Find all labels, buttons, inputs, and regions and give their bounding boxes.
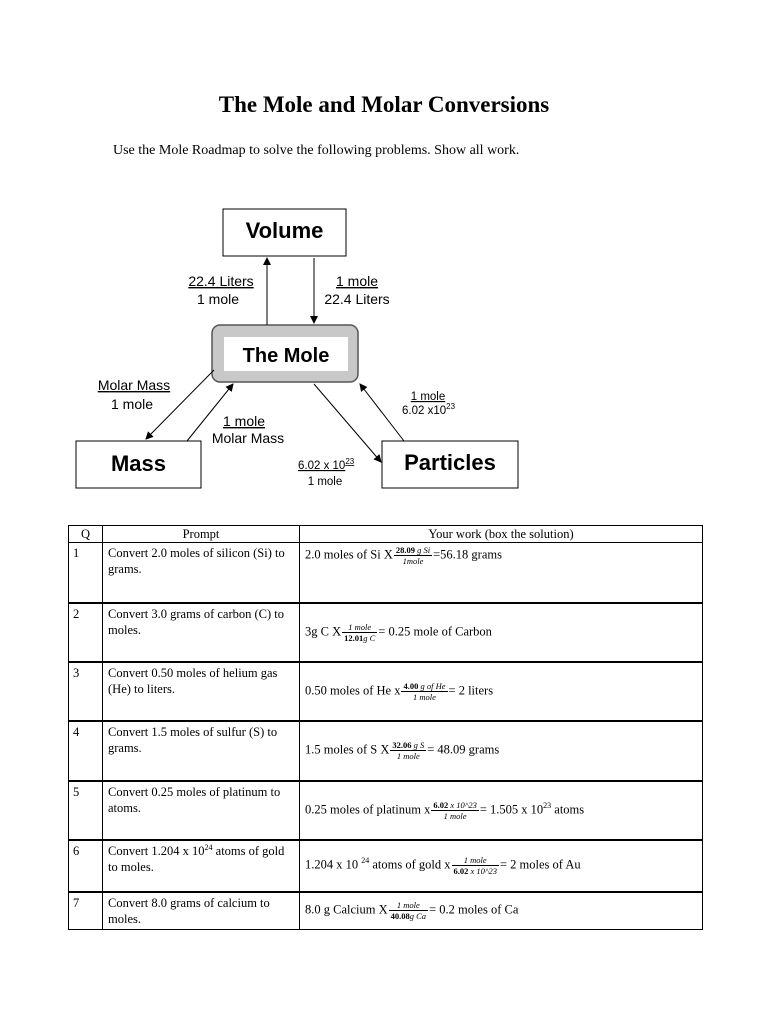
instructions: Use the Mole Roadmap to solve the following problems. Show all work. [113, 143, 520, 158]
work-result: = 0.2 moles of Ca [429, 902, 519, 917]
mole-label: The Mole [242, 345, 330, 367]
mass-label: Mass [110, 451, 167, 476]
fraction-numerator: 1 mole [452, 855, 499, 866]
work-table [68, 525, 703, 930]
fraction-denominator: 12.01g C [344, 632, 376, 643]
work-result: = 2 moles of Au [499, 857, 581, 872]
work-result-base: = 1.505 x 10 [479, 801, 544, 816]
prompt-text: Convert 8.0 grams of calcium to moles. [108, 895, 270, 926]
prompt-cell [103, 662, 300, 721]
mole-to-particles-bottom: 1 mole [307, 476, 343, 488]
question-number: 6 [69, 840, 103, 892]
question-number: 3 [69, 662, 103, 721]
mole-to-mass-bottom: 1 mole [110, 396, 154, 412]
work-result: atoms [551, 801, 585, 816]
fraction-numerator: 32.06 g S [392, 740, 425, 750]
particles-to-mole-top: 1 mole [410, 391, 446, 403]
work-prefix-base: 1.204 x 10 [305, 857, 362, 872]
mass-box [76, 441, 201, 488]
mole-box [212, 325, 358, 382]
fraction-numerator: 4.00 g of He [403, 680, 446, 691]
work-result: = 2 liters [448, 682, 494, 697]
page-title: The Mole and Molar Conversions [218, 92, 550, 117]
table-row [69, 662, 703, 721]
work-cell [300, 662, 703, 721]
prompt-cell [103, 781, 300, 840]
table-row [69, 543, 703, 603]
question-number: 1 [69, 543, 103, 603]
work-prefix: 3g C X [305, 623, 342, 638]
prompt-text: Convert 0.50 moles of helium gas (He) to liters. [108, 665, 278, 696]
table-row [69, 892, 703, 930]
mole-to-volume-top: 22.4 Liters [188, 273, 254, 289]
prompt-text-base: Convert 1.204 x 10 [108, 843, 205, 858]
work-prefix: 8.0 g Calcium X [305, 902, 388, 917]
table-row [69, 603, 703, 662]
conversion-fraction [389, 900, 428, 921]
question-number: 5 [69, 781, 103, 840]
volume-to-mole-top: 1 mole [335, 273, 379, 289]
mole-to-mass-top: Molar Mass [97, 377, 171, 393]
question-number: 2 [69, 603, 103, 662]
work-cell [300, 892, 703, 930]
particles-to-mole-bottom: 6.02 $x10^{23}$ [402, 402, 456, 417]
conversion-fraction [452, 855, 499, 876]
fraction-numerator: 6.02 x 10^23 [433, 799, 477, 810]
volume-to-mole-bottom: 22.4 Liters [324, 291, 390, 307]
work-prefix: 2.0 moles of Si X [305, 547, 393, 562]
table-row [69, 781, 703, 840]
fraction-denominator: 6.02 x 10^23 [453, 866, 497, 876]
prompt-cell [103, 840, 300, 892]
work-result: = 0.25 mole of Carbon [378, 623, 492, 638]
volume-box [223, 209, 346, 256]
volume-label: Volume [245, 218, 324, 243]
table-row [69, 721, 703, 781]
fraction-denominator: 1 mole [396, 751, 420, 761]
work-prefix-exponent: 24 [361, 856, 370, 866]
arrow-mole-to-particles [314, 384, 381, 462]
work-cell [300, 543, 703, 603]
prompt-cell [103, 543, 300, 603]
work-result-exponent: 23 [543, 800, 552, 810]
work-prefix: 0.50 moles of He x [305, 682, 401, 697]
prompt-exponent: 24 [204, 842, 213, 852]
prompt-cell [103, 892, 300, 930]
header-q: Q [69, 526, 103, 543]
particles-box [382, 441, 518, 488]
conversion-fraction [342, 622, 377, 643]
work-prefix: 0.25 moles of platinum x [305, 801, 431, 816]
mole-to-volume-bottom: 1 mole [196, 291, 240, 307]
question-number: 4 [69, 721, 103, 781]
mass-to-mole-top: 1 mole [222, 413, 266, 429]
work-cell [300, 603, 703, 662]
fraction-denominator: 40.08g Ca [390, 911, 427, 921]
mass-to-mole-bottom: Molar Mass [211, 430, 285, 446]
arrow-particles-to-mole [360, 384, 404, 441]
mole-to-particles-top: 6.02 x $10^{23}$ [298, 457, 355, 472]
fraction-denominator: 1 mole [413, 691, 436, 702]
fraction-denominator: 1 mole [443, 810, 467, 821]
work-cell [300, 840, 703, 892]
fraction-numerator: 28.09 g Si [395, 545, 431, 555]
prompt-text: Convert 0.25 moles of platinum to atoms. [108, 784, 281, 815]
table-row [69, 840, 703, 892]
prompt-cell [103, 721, 300, 781]
fraction-denominator: 1mole [402, 556, 424, 566]
table-header-row [69, 526, 703, 543]
fraction-numerator: 1 mole [342, 622, 377, 633]
conversion-fraction [394, 545, 432, 566]
prompt-cell [103, 603, 300, 662]
work-cell [300, 721, 703, 781]
particles-label: Particles [404, 450, 496, 475]
prompt-text: Convert 1.5 moles of sulfur (S) to grams. [108, 724, 278, 755]
conversion-fraction [431, 800, 478, 821]
work-result: = 48.09 grams [427, 742, 500, 757]
conversion-fraction [401, 681, 447, 702]
question-number: 7 [69, 892, 103, 930]
work-cell [300, 781, 703, 840]
prompt-text: atoms of gold to moles. [108, 843, 285, 874]
header-prompt: Prompt [103, 526, 300, 543]
work-result: =56.18 grams [433, 547, 502, 562]
prompt-text: Convert 3.0 grams of carbon (C) to moles. [108, 606, 285, 637]
header-work: Your work (box the solution) [300, 526, 703, 543]
work-prefix: 1.5 moles of S X [305, 742, 390, 757]
prompt-text: Convert 2.0 moles of silicon (Si) to grams. [108, 546, 285, 576]
work-prefix: atoms of gold x [369, 857, 451, 872]
conversion-fraction [390, 740, 426, 761]
fraction-numerator: 1 mole [389, 900, 428, 911]
